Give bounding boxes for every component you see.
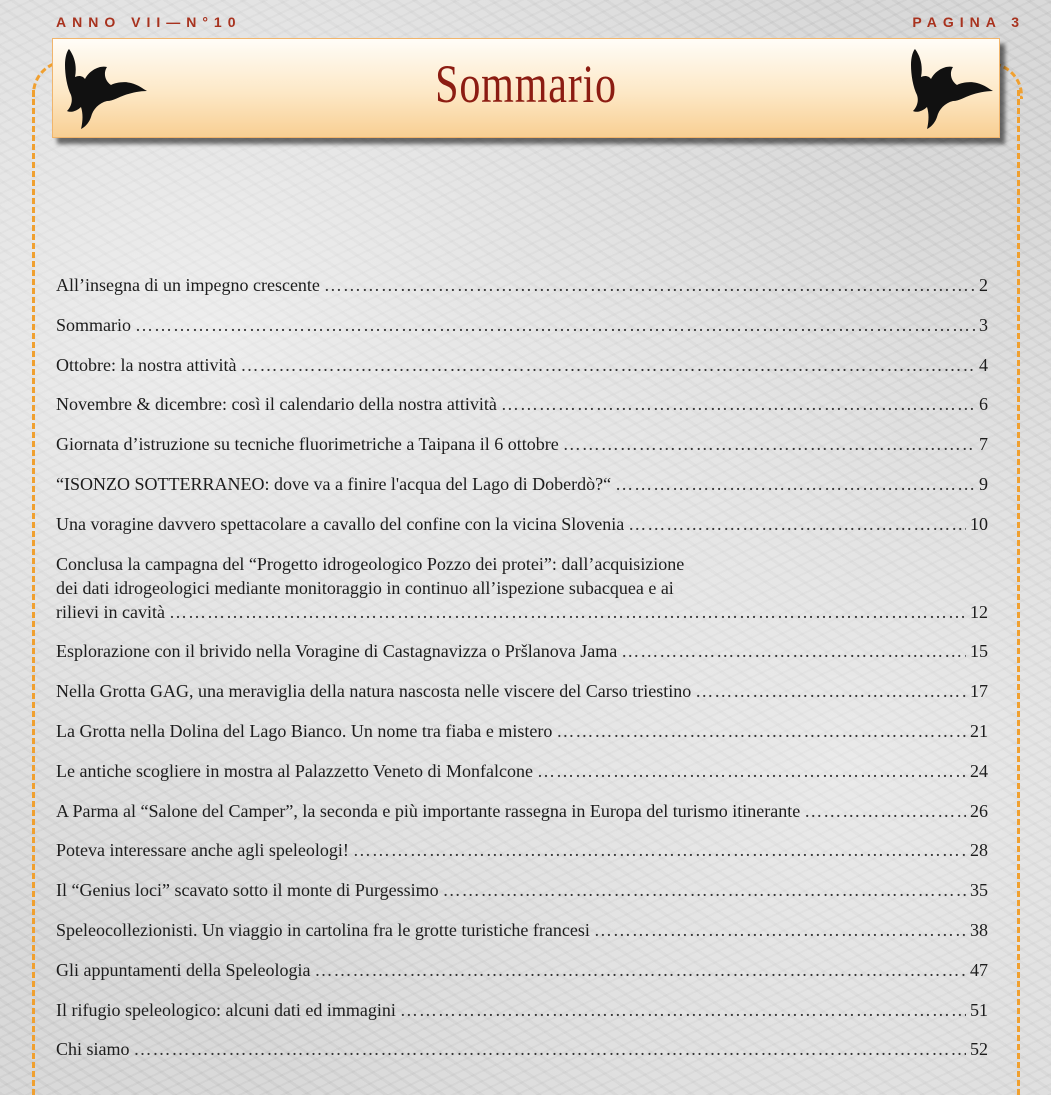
toc-entry-row [56, 719, 988, 743]
toc-entry-page: 21 [970, 720, 988, 741]
toc-entry-page: 52 [970, 1039, 988, 1060]
toc-entry-title: Poteva interessare anche agli speleologi! [56, 840, 349, 861]
dot-leader [501, 392, 975, 416]
toc-entry-row [56, 432, 988, 456]
toc-entry-title: Novembre & dicembre: così il calendario della nostra attività [56, 394, 497, 415]
dot-leader [621, 639, 966, 663]
toc-entry[interactable] [56, 878, 988, 902]
toc-entry-title-line: dei dati idrogeologici mediante monitoraggio in continuo all’ispezione subacquea e ai [56, 577, 674, 598]
toc-entry-page: 26 [970, 800, 988, 821]
toc-entry[interactable] [56, 353, 988, 377]
toc-entry-row [56, 392, 988, 416]
dashed-frame-right [1017, 90, 1020, 1095]
dashed-frame-left [32, 90, 35, 1095]
toc-entry[interactable] [56, 552, 988, 624]
toc-entry[interactable] [56, 838, 988, 862]
toc-entry-page: 47 [970, 959, 988, 980]
toc-entry-page: 17 [970, 681, 988, 702]
dot-leader [695, 679, 966, 703]
dot-leader [443, 878, 966, 902]
bat-icon [59, 45, 149, 131]
toc-entry-title: All’insegna di un impegno crescente [56, 275, 320, 295]
toc-entry-row [56, 353, 988, 377]
dot-leader [563, 432, 975, 456]
toc-entry-title: Ottobre: la nostra attività [56, 354, 237, 375]
toc-entry-page: 2 [979, 275, 988, 295]
toc-entry-title: Il “Genius loci” scavato sotto il monte di Purgessimo [56, 880, 439, 901]
toc-entry[interactable] [56, 998, 988, 1022]
dot-leader [134, 1037, 966, 1061]
issue-number: ANNO VII—N°10 [56, 14, 242, 30]
toc-entry-row [56, 759, 988, 783]
toc-entry-page: 28 [970, 840, 988, 861]
toc-entry-row [56, 472, 988, 496]
toc-entry-row [56, 838, 988, 862]
toc-entry-title: Speleocollezionisti. Un viaggio in cartolina fra le grotte turistiche francesi [56, 919, 590, 940]
toc-entry-page: 3 [979, 314, 988, 335]
dot-leader [169, 600, 966, 624]
toc-entry-title: Nella Grotta GAG, una meraviglia della natura nascosta nelle viscere del Carso triestino [56, 681, 692, 702]
toc-entry-page: 24 [970, 760, 988, 781]
toc-entry-row [56, 878, 988, 902]
toc-entry-title: Le antiche scogliere in mostra al Palazzetto Veneto di Monfalcone [56, 760, 533, 781]
toc-entry-row [56, 679, 988, 703]
toc-entry-row [56, 313, 988, 337]
toc-entry[interactable] [56, 432, 988, 456]
dot-leader [135, 313, 975, 337]
toc-entry-row [56, 998, 988, 1022]
page-number: PAGINA 3 [912, 14, 1025, 30]
dot-leader [615, 472, 975, 496]
toc-entry[interactable] [56, 759, 988, 783]
toc-entry-title: “ISONZO SOTTERRANEO: dove va a finire l'acqua del Lago di Doberdò?“ [56, 473, 612, 494]
toc-entry-row [56, 958, 988, 982]
toc-entry-title: La Grotta nella Dolina del Lago Bianco. Un nome tra fiaba e mistero [56, 720, 553, 741]
banner-title: Sommario [435, 54, 617, 114]
toc-entry-page: 15 [970, 641, 988, 662]
toc-entry-title: A Parma al “Salone del Camper”, la seconda e più importante rassegna in Europa del turismo itinerante [56, 800, 801, 821]
toc-entry-row [56, 512, 988, 536]
bat-icon [905, 45, 995, 131]
toc-entry[interactable] [56, 639, 988, 663]
toc-entry-title: Una voragine davvero spettacolare a cavallo del confine con la vicina Slovenia [56, 513, 625, 534]
toc-entry-title: Il rifugio speleologico: alcuni dati ed immagini [56, 999, 396, 1020]
toc-entry-row [56, 1037, 988, 1061]
toc-entry[interactable] [56, 1037, 988, 1061]
dot-leader [353, 838, 966, 862]
toc-entry-page: 6 [979, 394, 988, 415]
toc-entry-row [56, 639, 988, 663]
toc-entry[interactable] [56, 719, 988, 743]
toc-entry[interactable] [56, 958, 988, 982]
toc-entry-title-line: Conclusa la campagna del “Progetto idrogeologico Pozzo dei protei”: dall’acquisizione [56, 553, 685, 574]
toc-entry[interactable] [56, 679, 988, 703]
dot-leader [556, 719, 966, 743]
title-banner [52, 38, 1000, 138]
toc-entry-row [56, 799, 988, 823]
toc-entry-title: rilievi in cavità [56, 601, 165, 622]
toc-entry-page: 9 [979, 473, 988, 494]
toc-entry-page: 38 [970, 919, 988, 940]
dot-leader [804, 799, 966, 823]
toc-entry[interactable] [56, 799, 988, 823]
toc-entry-row [56, 600, 988, 624]
dot-leader [594, 918, 966, 942]
dot-leader [537, 759, 966, 783]
toc-entry-row [56, 918, 988, 942]
toc-entry[interactable] [56, 273, 988, 297]
toc-entry-row [56, 273, 988, 297]
table-of-contents [56, 273, 988, 1077]
toc-entry[interactable] [56, 313, 988, 337]
dot-leader [314, 958, 966, 982]
dot-leader [628, 512, 966, 536]
toc-entry-title: Giornata d’istruzione su tecniche fluorimetriche a Taipana il 6 ottobre [56, 434, 559, 455]
dot-leader [240, 353, 975, 377]
toc-entry[interactable] [56, 472, 988, 496]
dot-leader [324, 273, 975, 297]
toc-entry-page: 7 [979, 434, 988, 455]
toc-entry[interactable] [56, 512, 988, 536]
toc-entry[interactable] [56, 918, 988, 942]
toc-entry-page: 10 [970, 513, 988, 534]
toc-entry-title: Sommario [56, 314, 131, 335]
dot-leader [400, 998, 966, 1022]
toc-entry-page: 12 [970, 601, 988, 622]
toc-entry-title: Gli appuntamenti della Speleologia [56, 959, 311, 980]
toc-entry-page: 35 [970, 880, 988, 901]
toc-entry-title: Esplorazione con il brivido nella Voragine di Castagnavizza o Pršlanova Jama [56, 641, 618, 662]
toc-entry-title: Chi siamo [56, 1039, 130, 1060]
toc-entry[interactable] [56, 392, 988, 416]
toc-entry-page: 51 [970, 999, 988, 1020]
toc-entry-page: 4 [979, 354, 988, 375]
